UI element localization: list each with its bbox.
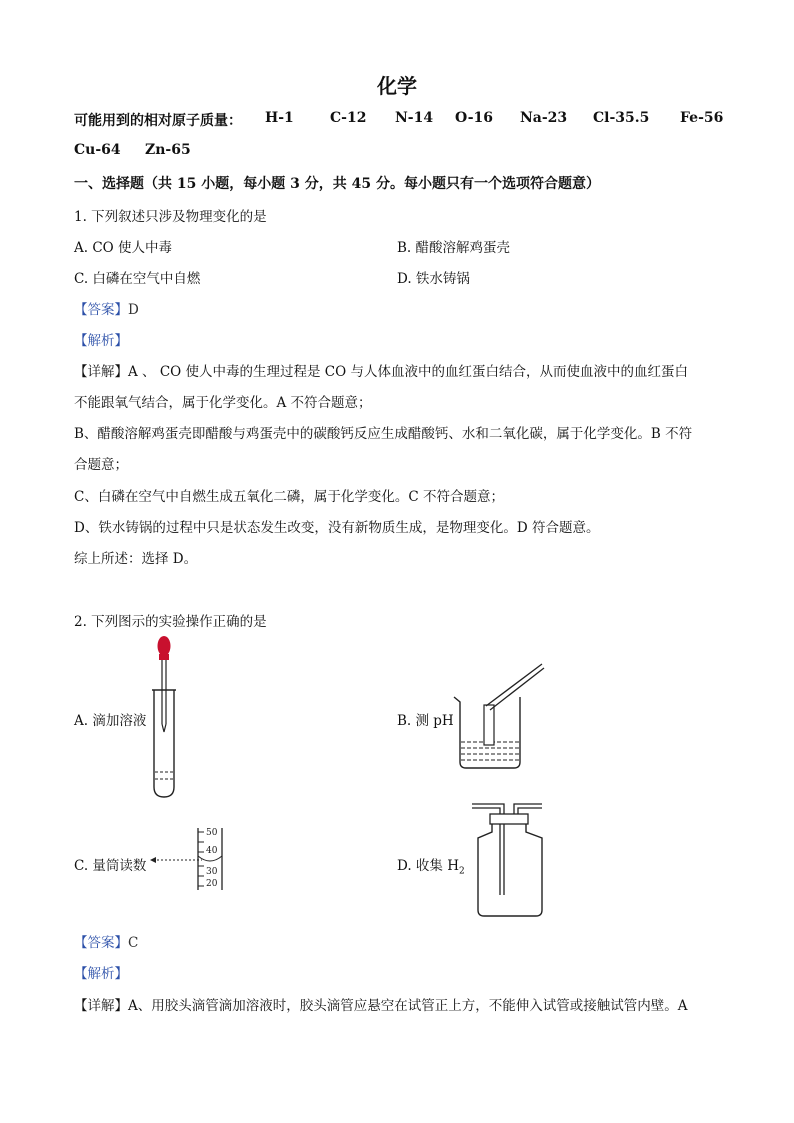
detail-label: 【详解】 [74,998,128,1014]
answer-label: 【答案】 [74,935,128,951]
atomic-mass-item: N-14 [395,110,434,126]
detail-label: 【详解】 [74,364,128,380]
q1-detail-line: B、醋酸溶解鸡蛋壳即醋酸与鸡蛋壳中的碳酸钙反应生成醋酸钙、水和二氧化碳，属于化学变化。B 不符 [74,426,693,442]
question-2-stem: 2. 下列图示的实验操作正确的是 [74,614,267,630]
cylinder-tick-label: 50 [206,828,218,838]
cylinder-tick-label: 30 [206,867,218,877]
question-1-stem: 1. 下列叙述只涉及物理变化的是 [74,209,267,225]
q2-option-d: D. 收集 $H_2$ [397,858,465,877]
gas-collection-bottle-diagram [470,800,560,920]
atomic-mass-intro: 可能用到的相对原子质量： [74,113,242,129]
q1-detail-line: C、白磷在空气中自燃生成五氧化二磷，属于化学变化。C 不符合题意； [74,489,504,505]
analysis-label: 【解析】 [74,333,128,349]
atomic-mass-item: C-12 [330,110,367,126]
q1-option-d: D. 铁水铸锅 [397,271,470,287]
analysis-label: 【解析】 [74,966,128,982]
atomic-mass-item: Na-23 [520,110,568,126]
atomic-mass-item: O-16 [455,110,494,126]
cylinder-tick-label: 40 [206,846,218,856]
q1-detail-line [74,360,688,380]
eye-icon [150,857,156,863]
answer-value: C [128,935,139,951]
q2-option-b: B. 测 pH [397,713,454,729]
answer-label: 【答案】 [74,302,128,318]
atomic-mass-item: H-1 [265,110,294,126]
atomic-mass-item: Cu-64 [74,142,121,158]
detail-text: A 、 CO 使人中毒的生理过程是 CO 与人体血液中的血红蛋白结合，从而使血液中的血红蛋白 [128,364,688,380]
glass-rod [486,664,542,706]
q2-option-c: C. 量筒读数 [74,858,147,874]
q1-option-a: A. CO 使人中毒 [74,240,173,256]
section-heading: 一、选择题（共 15 小题，每小题 3 分，共 45 分。每小题只有一个选项符合题意） [74,176,600,192]
atomic-mass-item: Cl-35.5 [593,110,650,126]
q2-option-a: A. 滴加溶液 [74,713,147,729]
q1-option-c: C. 白磷在空气中自燃 [74,271,201,287]
beaker-ph-diagram [450,660,550,775]
answer-value: D [128,302,139,318]
stopper [490,814,528,824]
dropper-test-tube-diagram [148,632,188,802]
q1-detail-line: 不能跟氧气结合，属于化学变化。A 不符合题意； [74,395,372,411]
dropper-bulb [158,636,171,656]
q1-option-b: B. 醋酸溶解鸡蛋壳 [397,240,511,256]
q2-detail-line [74,994,688,1014]
q1-detail-line: D、铁水铸锅的过程中只是状态发生改变，没有新物质生成，是物理变化。D 符合题意。 [74,520,600,536]
atomic-mass-item: Fe-56 [680,110,724,126]
cylinder-tick-label: 20 [206,879,218,889]
ph-paper [484,705,494,745]
q1-answer [74,298,139,318]
q1-detail-line: 合题意； [74,457,128,473]
q1-detail-line: 综上所述：选择 D。 [74,551,198,567]
q2-answer [74,931,138,951]
page-title: 化学 [377,74,417,98]
measuring-cylinder-diagram [148,826,238,896]
atomic-mass-item: Zn-65 [145,142,191,158]
detail-text: A、用胶头滴管滴加溶液时，胶头滴管应悬空在试管正上方，不能伸入试管或接触试管内壁。A [128,998,688,1014]
